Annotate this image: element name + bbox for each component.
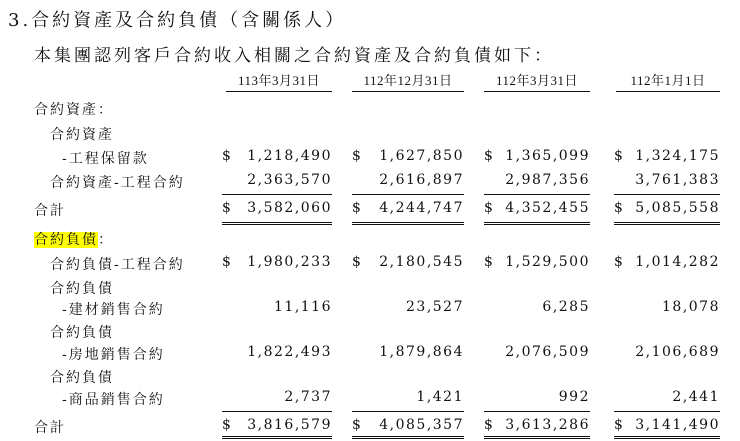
value: 1,879,864 <box>379 344 464 360</box>
value: 2,076,509 <box>505 344 590 360</box>
value-cell <box>352 417 464 439</box>
value-cell <box>352 254 464 276</box>
value-cell <box>614 148 720 170</box>
value-cell <box>484 344 590 366</box>
row-contract-liabilities-heading <box>0 229 740 251</box>
value: 3,761,383 <box>635 172 720 188</box>
value-cell <box>614 172 720 195</box>
row-label: -房地銷售合約 <box>62 347 165 363</box>
currency-symbol: $ <box>614 200 623 216</box>
value-cell <box>614 344 720 366</box>
row-label: 合約負債-工程合約 <box>50 257 185 273</box>
value-cell <box>614 254 720 276</box>
value: 2,363,570 <box>247 172 332 188</box>
currency-symbol: $ <box>484 148 493 164</box>
value-cell <box>614 299 720 321</box>
row-label: 合約負債 <box>50 281 114 297</box>
value: 3,816,579 <box>247 417 332 433</box>
row-label: 合約負債 <box>50 370 114 386</box>
row-label: 合計 <box>34 203 66 219</box>
currency-symbol: $ <box>484 200 493 216</box>
row-label: 合計 <box>34 420 66 436</box>
value: 2,180,545 <box>379 254 464 270</box>
row-contract-assets-construction <box>0 172 740 194</box>
value: 2,441 <box>672 389 720 405</box>
value: 4,085,357 <box>379 417 464 433</box>
row-label: -工程保留款 <box>62 151 149 167</box>
value-cell <box>484 389 590 412</box>
value: 2,737 <box>284 389 332 405</box>
value-cell <box>484 148 590 170</box>
row-contract-liabilities-sub <box>0 322 740 344</box>
value: 1,980,233 <box>247 254 332 270</box>
row-label <box>34 229 114 249</box>
row-contract-liabilities-sub <box>0 278 740 300</box>
row-assets-total <box>0 200 740 222</box>
row-contract-assets-heading <box>0 99 740 121</box>
value: 3,582,060 <box>247 200 332 216</box>
row-liabilities-total <box>0 417 740 439</box>
currency-symbol: $ <box>352 148 361 164</box>
value: 1,014,282 <box>635 254 720 270</box>
value: 1,324,175 <box>635 148 720 164</box>
value-cell <box>352 344 464 366</box>
value: 1,218,490 <box>247 148 332 164</box>
value-cell <box>352 148 464 170</box>
currency-symbol: $ <box>222 148 231 164</box>
column-header-2: 112年12月31日 <box>352 70 464 92</box>
currency-symbol: $ <box>222 200 231 216</box>
row-label: -建材銷售合約 <box>62 302 165 318</box>
row-contract-assets-sub <box>0 124 740 146</box>
value: 18,078 <box>662 299 720 315</box>
value: 1,627,850 <box>379 148 464 164</box>
column-header-4: 112年1月1日 <box>616 70 720 92</box>
value-cell <box>352 299 464 321</box>
currency-symbol: $ <box>352 200 361 216</box>
value-cell <box>352 172 464 195</box>
section-title: 3.合約資產及合約負債（含關係人） <box>8 10 347 31</box>
value: 1,421 <box>416 389 464 405</box>
row-contract-liabilities-construction <box>0 254 740 276</box>
currency-symbol: $ <box>222 417 231 433</box>
value: 23,527 <box>406 299 464 315</box>
value-cell <box>614 389 720 412</box>
value: 1,365,099 <box>505 148 590 164</box>
currency-symbol: $ <box>484 254 493 270</box>
value: 2,106,689 <box>635 344 720 360</box>
value: 2,616,897 <box>379 172 464 188</box>
value: 4,244,747 <box>379 200 464 216</box>
currency-symbol: $ <box>352 417 361 433</box>
value-cell <box>222 417 332 439</box>
value-cell <box>222 200 332 225</box>
row-label: -商品銷售合約 <box>62 392 165 408</box>
row-label: 合約資產： <box>34 102 114 118</box>
row-building-materials-sales <box>0 299 740 321</box>
intro-sentence: 本集團認列客戶合約收入相關之合約資產及合約負債如下： <box>34 46 554 66</box>
value-cell <box>352 200 464 225</box>
value: 1,822,493 <box>247 344 332 360</box>
currency-symbol: $ <box>222 254 231 270</box>
value-cell <box>222 344 332 366</box>
value: 6,285 <box>542 299 590 315</box>
currency-symbol: $ <box>614 417 623 433</box>
value-cell <box>222 148 332 170</box>
value-cell <box>222 299 332 321</box>
row-label: 合約負債 <box>50 325 114 341</box>
value: 5,085,558 <box>635 200 720 216</box>
highlighted-text: 合約負債 <box>34 232 98 248</box>
value: 2,987,356 <box>505 172 590 188</box>
value-cell <box>614 417 720 439</box>
value-cell <box>222 172 332 195</box>
currency-symbol: $ <box>614 254 623 270</box>
row-contract-liabilities-sub <box>0 367 740 389</box>
value-cell <box>222 389 332 412</box>
currency-symbol: $ <box>614 148 623 164</box>
value: 1,529,500 <box>505 254 590 270</box>
row-retention-receivable <box>0 148 740 170</box>
value: 4,352,455 <box>505 200 590 216</box>
value-cell <box>484 254 590 276</box>
row-label: 合約資產 <box>50 127 114 143</box>
value-cell <box>484 172 590 195</box>
value: 992 <box>558 389 590 405</box>
value-cell <box>484 200 590 225</box>
column-header-1: 113年3月31日 <box>226 70 332 92</box>
column-header-3: 112年3月31日 <box>484 70 590 92</box>
currency-symbol: $ <box>484 417 493 433</box>
value-cell <box>484 299 590 321</box>
value: 3,141,490 <box>635 417 720 433</box>
currency-symbol: $ <box>352 254 361 270</box>
value-cell <box>222 254 332 276</box>
value: 11,116 <box>274 299 332 315</box>
value: 3,613,286 <box>505 417 590 433</box>
row-real-estate-sales <box>0 344 740 366</box>
label-suffix: ： <box>98 232 114 248</box>
row-merchandise-sales <box>0 389 740 411</box>
value-cell <box>614 200 720 225</box>
row-label: 合約資產-工程合約 <box>50 175 185 191</box>
value-cell <box>484 417 590 439</box>
value-cell <box>352 389 464 412</box>
